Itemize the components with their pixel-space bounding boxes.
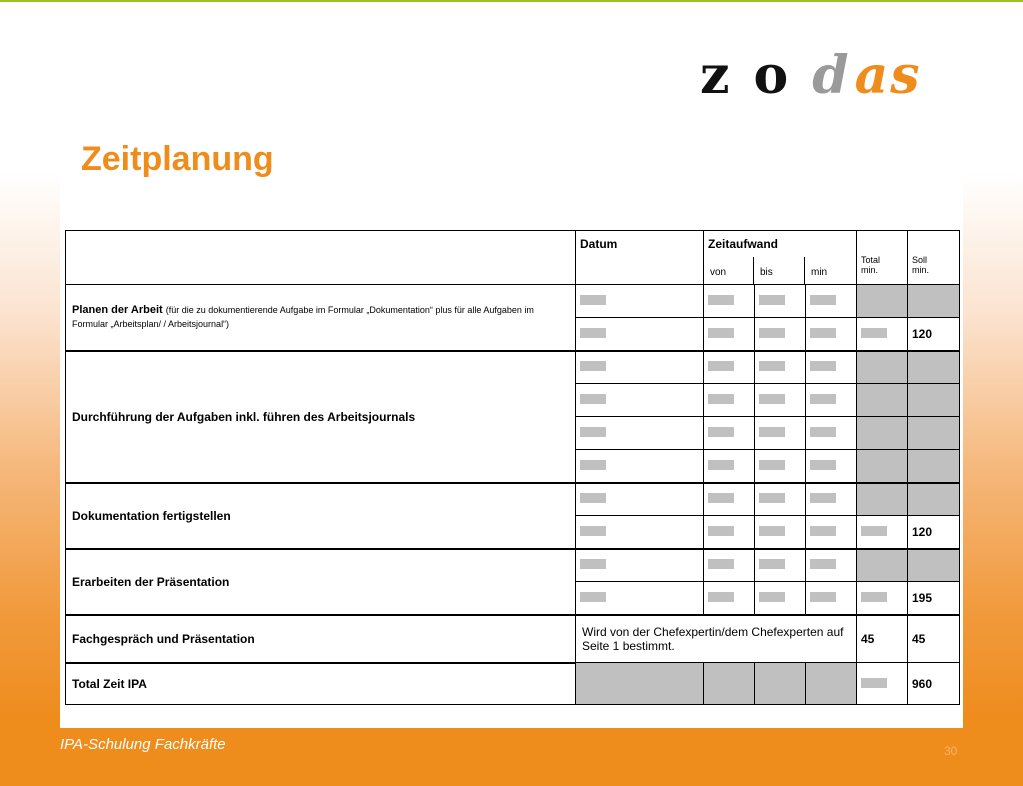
page-title: Zeitplanung — [81, 140, 274, 178]
fachgespraech-note: Wird von der Chefexpertin/dem Chefexperten auf Seite 1 bestimmt. — [576, 615, 857, 663]
von-cell[interactable] — [704, 516, 755, 549]
von-cell[interactable] — [704, 549, 755, 582]
header-total-line2: min. — [861, 265, 879, 275]
datum-cell[interactable] — [576, 549, 704, 582]
min-cell[interactable] — [806, 483, 857, 516]
header-zeitaufwand-label: Zeitaufwand — [708, 237, 779, 251]
total-bis-cell — [755, 663, 806, 705]
table-row — [66, 483, 960, 516]
table-row — [66, 549, 960, 582]
von-cell[interactable] — [704, 384, 755, 417]
min-cell[interactable] — [806, 450, 857, 483]
task-planen-sub: (für die zu dokumentierende Aufgabe im Formular „Dokumentation“ plus für alle Aufgaben im Formular „Arbeitsplan/ / Arbeitsjournal“) — [72, 305, 534, 330]
header-datum: Datum — [576, 231, 704, 285]
total-cell — [857, 450, 908, 483]
bis-cell[interactable] — [755, 483, 806, 516]
total-cell — [857, 285, 908, 318]
total-value-fachgespraech: 45 — [857, 615, 908, 663]
total-cell — [857, 483, 908, 516]
datum-cell[interactable] — [576, 582, 704, 615]
total-cell — [857, 351, 908, 384]
datum-cell[interactable] — [576, 384, 704, 417]
zodas-logo — [700, 42, 922, 106]
logo-z: z — [700, 45, 732, 106]
header-row — [66, 231, 960, 285]
total-cell — [857, 549, 908, 582]
header-task-cell — [66, 231, 576, 285]
footer-text: IPA-Schulung Fachkräfte — [60, 736, 226, 753]
min-cell[interactable] — [806, 285, 857, 318]
task-durchfuehrung: Durchführung der Aufgaben inkl. führen des Arbeitsjournals — [66, 351, 576, 483]
datum-cell[interactable] — [576, 516, 704, 549]
von-cell[interactable] — [704, 351, 755, 384]
header-min: min — [811, 267, 828, 278]
table-row — [66, 615, 960, 663]
von-cell[interactable] — [704, 582, 755, 615]
task-fachgespraech: Fachgespräch und Präsentation — [66, 615, 576, 663]
table-row — [66, 351, 960, 384]
datum-cell[interactable] — [576, 450, 704, 483]
datum-cell[interactable] — [576, 351, 704, 384]
total-datum-cell — [576, 663, 704, 705]
soll-value-praesentation: 195 — [908, 582, 960, 615]
von-cell[interactable] — [704, 483, 755, 516]
min-cell[interactable] — [806, 351, 857, 384]
soll-cell — [908, 483, 960, 516]
header-bis: bis — [754, 257, 805, 284]
bis-cell[interactable] — [755, 417, 806, 450]
header-von: von — [704, 257, 754, 284]
bis-cell[interactable] — [755, 450, 806, 483]
bis-cell[interactable] — [755, 351, 806, 384]
header-total-line1: Total — [861, 255, 881, 265]
datum-cell[interactable] — [576, 483, 704, 516]
total-total-cell[interactable] — [857, 663, 908, 705]
header-soll-line1: Soll — [912, 255, 928, 265]
soll-cell — [908, 351, 960, 384]
header-soll — [908, 231, 960, 285]
min-cell[interactable] — [806, 516, 857, 549]
logo-d: d — [812, 45, 851, 106]
bis-cell[interactable] — [755, 582, 806, 615]
task-planen — [66, 285, 576, 351]
zeitplanung-table-wrapper — [65, 230, 959, 712]
min-cell[interactable] — [806, 318, 857, 351]
soll-value-fachgespraech: 45 — [908, 615, 960, 663]
soll-value-total: 960 — [908, 663, 960, 705]
min-cell[interactable] — [806, 582, 857, 615]
bis-cell[interactable] — [755, 549, 806, 582]
task-praesentation: Erarbeiten der Präsentation — [66, 549, 576, 615]
total-cell[interactable] — [857, 582, 908, 615]
bis-cell[interactable] — [755, 516, 806, 549]
von-cell[interactable] — [704, 318, 755, 351]
total-min-cell — [806, 663, 857, 705]
task-planen-main: Planen der Arbeit — [72, 304, 163, 317]
bis-cell[interactable] — [755, 285, 806, 318]
task-dokumentation: Dokumentation fertigstellen — [66, 483, 576, 549]
task-total: Total Zeit IPA — [66, 663, 576, 705]
datum-cell[interactable] — [576, 318, 704, 351]
total-cell — [857, 384, 908, 417]
soll-cell — [908, 285, 960, 318]
page-number: 30 — [944, 744, 958, 758]
soll-cell — [908, 417, 960, 450]
min-cell[interactable] — [806, 417, 857, 450]
bis-cell[interactable] — [755, 318, 806, 351]
logo-o: o — [753, 45, 791, 106]
total-cell[interactable] — [857, 516, 908, 549]
datum-cell[interactable] — [576, 417, 704, 450]
total-von-cell — [704, 663, 755, 705]
table-row — [66, 663, 960, 705]
datum-cell[interactable] — [576, 285, 704, 318]
min-cell[interactable] — [806, 384, 857, 417]
bis-cell[interactable] — [755, 384, 806, 417]
header-zeitaufwand — [704, 231, 857, 285]
von-cell[interactable] — [704, 285, 755, 318]
table-row — [66, 285, 960, 318]
soll-value-planen: 120 — [908, 318, 960, 351]
soll-cell — [908, 450, 960, 483]
zeitplanung-table — [65, 230, 960, 705]
soll-cell — [908, 549, 960, 582]
min-cell[interactable] — [806, 549, 857, 582]
header-soll-line2: min. — [912, 265, 930, 275]
logo-as: as — [854, 45, 922, 106]
header-total — [857, 231, 908, 285]
von-cell[interactable] — [704, 450, 755, 483]
total-cell — [857, 417, 908, 450]
von-cell[interactable] — [704, 417, 755, 450]
total-cell[interactable] — [857, 318, 908, 351]
soll-cell — [908, 384, 960, 417]
soll-value-dokumentation: 120 — [908, 516, 960, 549]
